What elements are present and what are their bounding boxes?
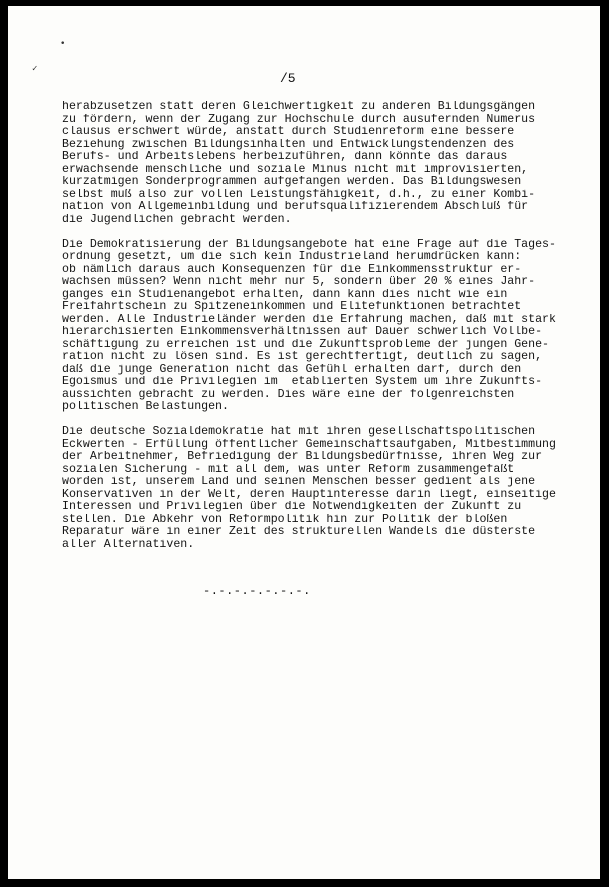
text-line: der Arbeitnehmer, Befriedigung der Bildungsbedürfnisse, ihren Weg zur	[62, 451, 543, 463]
scan-mark-1: •	[60, 39, 66, 49]
text-line: Eckwerten - Erfüllung öffentlicher Gemeinschaftsaufgaben, Mitbestimmung	[62, 438, 556, 451]
text-line: Interessen und Privilegien über die Notwendigkeiten der Zukunft zu	[62, 501, 522, 513]
text-line: stellen. Die Abkehr von Reformpolitik hin zur Politik der bloßen	[62, 513, 508, 526]
text-line: clausus erschwert würde, anstatt durch Studienreform eine bessere	[62, 126, 515, 138]
text-line: sozialen Sicherung - mit all dem, was unter Reform zusammengefaßt	[62, 463, 515, 476]
text-line: selbst muß also zur vollen Leistungsfähigkeit, d.h., zu einer Kombi-	[62, 188, 536, 201]
page-number: /5	[280, 71, 296, 86]
text-line: ganges ein Studienangebot erhalten, dann kann dies nicht wie ein	[62, 288, 508, 301]
closing-divider: -.-.-.-.-.-.-.	[203, 584, 311, 598]
text-line: Beziehung zwischen Bildungsinhalten und Entwicklungstendenzen des	[62, 138, 515, 151]
text-line: werden. Alle Industrieländer werden die Erfahrung machen, daß mit stark	[62, 313, 556, 326]
text-line: Die Demokratisierung der Bildungsangebote hat eine Frage auf die Tages-	[62, 238, 556, 251]
text-line: aller Alternativen.	[62, 538, 195, 551]
text-line: zu fördern, wenn der Zugang zur Hochschule durch ausufernden Numerus	[62, 113, 536, 126]
text-line: ration nicht zu lösen sind. Es ist gerechtfertigt, deutlich zu sagen,	[62, 351, 543, 363]
text-line: Reparatur wäre in einer Zeit des strukturellen Wandels die düsterste	[62, 526, 536, 538]
text-line: die Jugendlichen gebracht werden.	[62, 213, 292, 226]
text-line: aussichten gebracht zu werden. Dies wäre eine der folgenreichsten	[62, 388, 515, 401]
text-line: Die deutsche Sozialdemokratie hat mit ihren gesellschaftspolitischen	[62, 426, 536, 438]
text-line: ordnung gesetzt, um die sich kein Industrieland herumdrücken kann:	[62, 251, 522, 263]
document-body	[62, 101, 594, 564]
scan-mark-2: ✓	[32, 64, 38, 74]
paragraph-3	[62, 426, 594, 551]
text-line: daß die junge Generation nicht das Gefühl erhalten darf, durch den	[62, 363, 522, 376]
text-line: politischen Belastungen.	[62, 401, 229, 413]
text-line: Freifahrtschein zu Spitzeneinkommen und Elitefunktionen betrachtet	[62, 301, 522, 313]
text-line: wachsen müssen? Wenn nicht mehr nur 5, sondern über 20 % eines Jahr-	[62, 276, 536, 288]
paragraph-2	[62, 239, 594, 414]
text-line: Konservativen in der Welt, deren Hauptinteresse darin liegt, einseitige	[62, 488, 556, 501]
text-line: worden ist, unserem Land und seinen Menschen besser gedient als jene	[62, 476, 536, 488]
text-line: herabzusetzen statt deren Gleichwertigkeit zu anderen Bildungsgängen	[62, 101, 536, 113]
document-page	[8, 6, 600, 879]
text-line: ob nämlich daraus auch Konsequenzen für die Einkommensstruktur er-	[62, 263, 522, 276]
text-line: erwachsende menschliche und soziale Minus nicht mit improvisierten,	[62, 163, 529, 176]
text-line: kurzatmigen Sonderprogrammen aufgefangen werden. Das Bildungswesen	[62, 176, 522, 188]
text-line: Berufs- und Arbeitslebens herbeizuführen, dann könnte das daraus	[62, 151, 508, 163]
text-line: nation von Allgemeinbildung und berufsqualifizierendem Abschluß für	[62, 201, 529, 213]
paragraph-1	[62, 101, 594, 226]
text-line: hierarchisierten Einkommensverhältnissen auf Dauer schwerlich Vollbe-	[62, 326, 543, 338]
text-line: schäftigung zu erreichen ist und die Zukunftsprobleme der jungen Gene-	[62, 338, 550, 351]
text-line: Egoismus und die Privilegien im etablierten System um ihre Zukunfts-	[62, 376, 543, 388]
